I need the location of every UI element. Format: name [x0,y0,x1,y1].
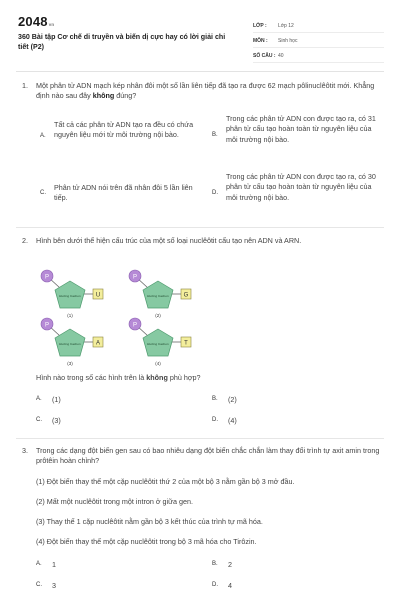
phosphate-label: P [44,274,50,281]
nucleotide-figure-3 [38,316,118,368]
option-text: Phân tử ADN nói trên đã nhân đôi 5 lần liên tiếp. [54,183,193,203]
question-number: 3. [22,446,28,455]
meta-key: LỚP : [253,22,267,29]
q3-statement-4: (4) Đột biến thay thế một cặp nuclêôtit trong bộ 3 mã hóa cho Tirôzin. [36,537,257,546]
option-label: A. [36,396,42,402]
q3-statement-3: (3) Thay thế 1 cặp nuclêôtit nằm gần bộ 3 kết thúc của trình tự mã hóa. [36,517,263,526]
option-text: 1 [52,560,56,569]
option-text: Trong các phân tử ADN con được tạo ra, có 31 phân tử cấu tạo hoàn toàn từ nguyên liệu của môi trường nội bào. [226,114,376,144]
logo-text: 2048 [18,14,48,29]
option-label: D. [212,417,218,423]
option-text: (2) [228,395,237,404]
question-text: Một phân tử ADN mạch kép nhân đôi một số lần liên tiếp đã tạo ra được 62 mạch pôlinuclêôtit mới. Khẳng định nào sau đây không đúng? [36,81,375,101]
divider [16,227,384,228]
base-label: T [184,340,188,347]
meta-subject [253,33,384,48]
question-number: 2. [22,236,28,245]
option-label: A. [36,561,42,567]
base-label: G [183,292,189,299]
figure-caption: (2) [155,313,161,318]
document-meta [253,18,384,63]
question-1 [22,81,382,102]
meta-value: Sinh học [278,37,298,44]
q1-option-d[interactable] [212,172,382,203]
option-label: B. [212,396,218,402]
base-label: A [95,340,101,347]
divider [16,438,384,439]
option-label: B. [212,561,218,567]
q3-option-a[interactable] [36,560,186,570]
q1-option-a[interactable] [40,120,200,141]
q2-option-b[interactable] [212,395,362,405]
q1-option-b[interactable] [212,114,382,145]
q2-prompt: Hình nào trong số các hình trên là không phù hợp? [36,373,201,382]
figure-caption: (3) [67,361,73,366]
meta-value: Lớp 12 [278,22,294,29]
figure-caption: (1) [67,313,73,318]
meta-key: SỐ CÂU : [253,52,276,59]
option-label: C. [36,417,42,423]
q3-statement-2: (2) Mất một nuclêôtit trong một intron ở giữa gen. [36,497,193,506]
q3-option-d[interactable] [212,581,362,591]
sugar-label: Đường Cacbon [59,294,81,298]
option-label: A. [40,133,46,139]
option-text: 3 [52,581,56,590]
q1-option-c[interactable] [40,183,200,204]
question-3 [22,446,382,467]
meta-grade [253,18,384,33]
option-text: 4 [228,581,232,590]
figure-caption: (4) [155,361,161,366]
option-label: B. [212,132,218,138]
nucleotide-figure-1 [38,268,118,320]
sugar-label: Đường Cacbon [59,342,81,346]
sugar-label: Đường Cacbon [147,294,169,298]
option-label: D. [212,582,218,588]
q3-statement-1: (1) Đột biến thay thế một cặp nuclêôtit thứ 2 của một bộ 3 nằm gần bộ 3 mở đầu. [36,477,295,486]
option-label: D. [212,190,218,196]
meta-value: 40 [278,52,284,59]
meta-key: MÔN : [253,37,268,44]
option-text: (1) [52,395,61,404]
document-title: 360 Bài tập Cơ chế di truyền và biến dị cực hay có lời giải chi tiết (P2) [18,33,226,52]
option-label: C. [36,582,42,588]
header [16,10,384,72]
nucleotide-figure-2 [126,268,206,320]
question-number: 1. [22,81,28,90]
option-text: (3) [52,416,61,425]
question-text: Hình bên dưới thể hiện cấu trúc của một số loại nuclêôtit cấu tạo nên ADN và ARN. [36,236,302,245]
q2-option-d[interactable] [212,416,362,426]
nucleotide-figure-4 [126,316,206,368]
site-logo[interactable] [18,13,54,32]
sugar-label: Đường Cacbon [147,342,169,346]
phosphate-label: P [132,322,138,329]
logo-suffix: vn [48,22,55,27]
question-text: Trong các dạng đột biến gen sau có bao nhiêu dạng đột biến chắc chắn làm thay đổi trình tự axit amin trong prôtêin hoàn chỉnh? [36,446,380,466]
option-text: 2 [228,560,232,569]
q2-option-a[interactable] [36,395,186,405]
meta-question-count [253,48,384,63]
question-2 [22,236,382,246]
phosphate-label: P [132,274,138,281]
q3-option-b[interactable] [212,560,362,570]
option-text: Tất cả các phân tử ADN tạo ra đều có chứa nguyên liệu mới từ môi trường nội bào. [54,120,194,140]
emphasis: không [146,373,168,382]
option-text: Trong các phân tử ADN con được tạo ra, có 30 phân tử cấu tạo hoàn toàn từ nguyên liệu của môi trường nội bào. [226,172,376,202]
phosphate-label: P [44,322,50,329]
base-label: U [95,292,101,299]
q3-option-c[interactable] [36,581,186,591]
option-text: (4) [228,416,237,425]
emphasis: không [92,91,115,101]
q2-option-c[interactable] [36,416,186,426]
option-label: C. [40,190,46,196]
